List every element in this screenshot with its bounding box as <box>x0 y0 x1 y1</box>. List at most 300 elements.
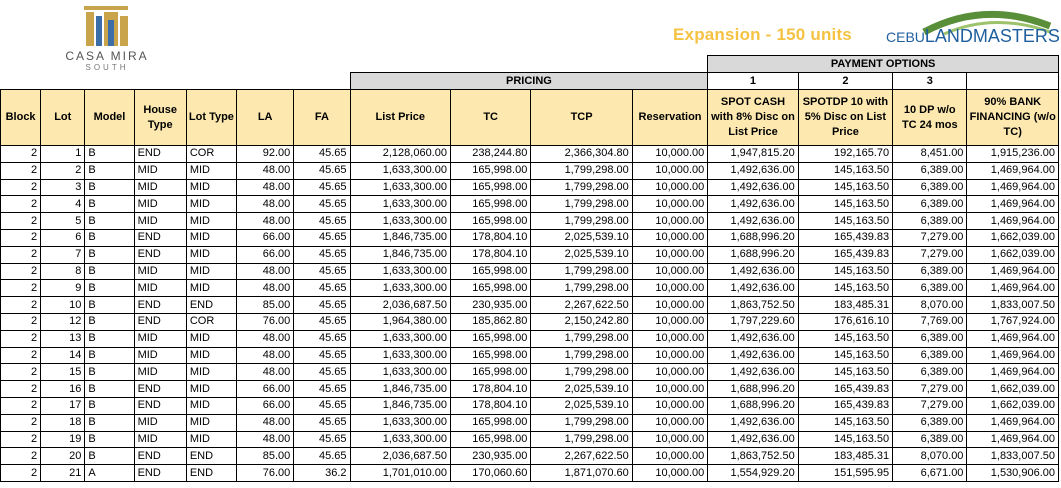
cell-fa: 45.65 <box>294 263 350 280</box>
cell-tcp: 1,799,298.00 <box>531 196 632 213</box>
cell-lot-type: MID <box>186 280 236 297</box>
cell-list-price: 1,846,735.00 <box>350 397 450 414</box>
cell-model: B <box>85 414 134 431</box>
cell-10dp: 6,389.00 <box>893 196 967 213</box>
col-model: Model <box>85 90 134 146</box>
cell-fa: 45.65 <box>294 397 350 414</box>
cell-tc: 165,998.00 <box>450 330 530 347</box>
cell-bank-financing: 1,469,964.00 <box>967 431 1059 448</box>
cell-spotdp: 145,163.50 <box>798 213 892 230</box>
cell-fa: 45.65 <box>294 196 350 213</box>
cell-spot-cash: 1,688,996.20 <box>708 246 798 263</box>
cell-spot-cash: 1,688,996.20 <box>708 381 798 398</box>
cell-10dp: 6,389.00 <box>893 280 967 297</box>
cell-list-price: 1,633,300.00 <box>350 330 450 347</box>
cell-lot-type: COR <box>186 146 236 163</box>
cell-spotdp: 145,163.50 <box>798 280 892 297</box>
cell-reservation: 10,000.00 <box>632 213 707 230</box>
cell-fa: 45.65 <box>294 330 350 347</box>
cell-spotdp: 145,163.50 <box>798 347 892 364</box>
cell-la: 48.00 <box>237 330 294 347</box>
cell-fa: 45.65 <box>294 381 350 398</box>
cell-block: 2 <box>1 465 41 482</box>
cell-reservation: 10,000.00 <box>632 431 707 448</box>
cell-spot-cash: 1,492,636.00 <box>708 414 798 431</box>
cell-list-price: 1,633,300.00 <box>350 347 450 364</box>
cell-tcp: 1,799,298.00 <box>531 179 632 196</box>
cell-model: B <box>85 313 134 330</box>
cell-block: 2 <box>1 381 41 398</box>
cell-tcp: 1,799,298.00 <box>531 213 632 230</box>
cell-list-price: 1,633,300.00 <box>350 196 450 213</box>
cell-spotdp: 192,165.70 <box>798 146 892 163</box>
cell-lot-type: MID <box>186 196 236 213</box>
cell-list-price: 1,633,300.00 <box>350 431 450 448</box>
cell-lot-type: COR <box>186 313 236 330</box>
cell-house-type: END <box>134 313 186 330</box>
cell-la: 48.00 <box>237 364 294 381</box>
cell-spotdp: 151,595.95 <box>798 465 892 482</box>
cell-reservation: 10,000.00 <box>632 381 707 398</box>
cell-tc: 165,998.00 <box>450 280 530 297</box>
table-row <box>1 263 1059 280</box>
cell-la: 48.00 <box>237 213 294 230</box>
price-list-table <box>0 55 1059 482</box>
cell-block: 2 <box>1 246 41 263</box>
cell-10dp: 6,389.00 <box>893 162 967 179</box>
cell-spot-cash: 1,688,996.20 <box>708 229 798 246</box>
cell-lot-type: MID <box>186 414 236 431</box>
cell-10dp: 6,389.00 <box>893 263 967 280</box>
cell-reservation: 10,000.00 <box>632 397 707 414</box>
cell-spot-cash: 1,492,636.00 <box>708 347 798 364</box>
pricing-header: PRICING <box>350 73 708 90</box>
option-number-3: 3 <box>893 73 967 90</box>
cell-tcp: 1,799,298.00 <box>531 263 632 280</box>
table-row <box>1 229 1059 246</box>
cell-10dp: 6,389.00 <box>893 213 967 230</box>
cell-la: 48.00 <box>237 162 294 179</box>
cell-spot-cash: 1,492,636.00 <box>708 162 798 179</box>
developer-name <box>886 26 1060 47</box>
cell-la: 48.00 <box>237 414 294 431</box>
logo-sub-text: SOUTH <box>85 63 129 72</box>
casa-mira-emblem-icon <box>76 4 138 48</box>
cell-bank-financing: 1,469,964.00 <box>967 213 1059 230</box>
cell-tcp: 2,025,539.10 <box>531 381 632 398</box>
cell-tc: 178,804.10 <box>450 229 530 246</box>
logo-brand-text: CASA MIRA <box>65 49 149 63</box>
cell-tc: 178,804.10 <box>450 246 530 263</box>
cell-block: 2 <box>1 364 41 381</box>
cell-fa: 36.2 <box>294 465 350 482</box>
cell-bank-financing: 1,915,236.00 <box>967 146 1059 163</box>
cell-spotdp: 165,439.83 <box>798 246 892 263</box>
cell-bank-financing: 1,833,007.50 <box>967 297 1059 314</box>
cell-block: 2 <box>1 146 41 163</box>
cell-lot: 20 <box>41 448 85 465</box>
cell-house-type: MID <box>134 347 186 364</box>
cell-spotdp: 165,439.83 <box>798 229 892 246</box>
cell-lot: 3 <box>41 179 85 196</box>
cell-list-price: 1,633,300.00 <box>350 414 450 431</box>
cell-spotdp: 145,163.50 <box>798 179 892 196</box>
cell-lot-type: MID <box>186 330 236 347</box>
cell-house-type: MID <box>134 213 186 230</box>
cell-10dp: 6,671.00 <box>893 465 967 482</box>
cell-lot: 19 <box>41 431 85 448</box>
cell-lot: 13 <box>41 330 85 347</box>
cell-lot: 15 <box>41 364 85 381</box>
cell-block: 2 <box>1 347 41 364</box>
cell-list-price: 1,846,735.00 <box>350 381 450 398</box>
cell-list-price: 1,846,735.00 <box>350 246 450 263</box>
option-number-2: 2 <box>798 73 892 90</box>
cell-list-price: 1,846,735.00 <box>350 229 450 246</box>
cell-lot: 9 <box>41 280 85 297</box>
table-row <box>1 431 1059 448</box>
table-row <box>1 179 1059 196</box>
cell-lot: 2 <box>41 162 85 179</box>
cell-spotdp: 145,163.50 <box>798 162 892 179</box>
cell-lot-type: MID <box>186 179 236 196</box>
cell-block: 2 <box>1 297 41 314</box>
cell-block: 2 <box>1 448 41 465</box>
cell-list-price: 2,128,060.00 <box>350 146 450 163</box>
group-header-row <box>1 73 1059 90</box>
developer-name-part2: LANDMASTERS <box>924 26 1060 46</box>
cell-block: 2 <box>1 196 41 213</box>
cell-tc: 170,060.60 <box>450 465 530 482</box>
cell-house-type: MID <box>134 431 186 448</box>
cell-la: 48.00 <box>237 263 294 280</box>
table-row <box>1 448 1059 465</box>
cell-spotdp: 176,616.10 <box>798 313 892 330</box>
cell-la: 48.00 <box>237 347 294 364</box>
cell-house-type: END <box>134 381 186 398</box>
cell-la: 92.00 <box>237 146 294 163</box>
cell-fa: 45.65 <box>294 414 350 431</box>
cell-spot-cash: 1,492,636.00 <box>708 280 798 297</box>
table-row <box>1 162 1059 179</box>
cell-fa: 45.65 <box>294 364 350 381</box>
cell-lot-type: MID <box>186 397 236 414</box>
cell-tc: 230,935.00 <box>450 297 530 314</box>
cell-fa: 45.65 <box>294 280 350 297</box>
cell-reservation: 10,000.00 <box>632 196 707 213</box>
col-house-type: House Type <box>134 90 186 146</box>
cell-list-price: 1,701,010.00 <box>350 465 450 482</box>
cell-bank-financing: 1,469,964.00 <box>967 179 1059 196</box>
cell-tc: 238,244.80 <box>450 146 530 163</box>
cell-bank-financing: 1,469,964.00 <box>967 330 1059 347</box>
cell-model: B <box>85 347 134 364</box>
cell-10dp: 8,451.00 <box>893 146 967 163</box>
cell-10dp: 6,389.00 <box>893 347 967 364</box>
cell-model: B <box>85 146 134 163</box>
cell-lot-type: END <box>186 465 236 482</box>
col-list-price: List Price <box>350 90 450 146</box>
cell-house-type: MID <box>134 162 186 179</box>
table-row <box>1 397 1059 414</box>
cell-block: 2 <box>1 213 41 230</box>
cell-10dp: 6,389.00 <box>893 414 967 431</box>
cell-block: 2 <box>1 162 41 179</box>
option-number-1: 1 <box>708 73 798 90</box>
cell-house-type: END <box>134 297 186 314</box>
cell-spot-cash: 1,492,636.00 <box>708 213 798 230</box>
cell-reservation: 10,000.00 <box>632 146 707 163</box>
cell-fa: 45.65 <box>294 179 350 196</box>
cell-spot-cash: 1,688,996.20 <box>708 397 798 414</box>
cell-fa: 45.65 <box>294 313 350 330</box>
cell-reservation: 10,000.00 <box>632 229 707 246</box>
cell-spot-cash: 1,492,636.00 <box>708 364 798 381</box>
cell-model: B <box>85 162 134 179</box>
cell-model: B <box>85 179 134 196</box>
cell-lot: 17 <box>41 397 85 414</box>
cell-la: 85.00 <box>237 297 294 314</box>
cell-lot-type: MID <box>186 162 236 179</box>
cell-lot-type: END <box>186 297 236 314</box>
cell-fa: 45.65 <box>294 448 350 465</box>
cell-10dp: 7,279.00 <box>893 246 967 263</box>
cell-spot-cash: 1,863,752.50 <box>708 297 798 314</box>
col-spotdp: SPOTDP 10 with 5% Disc on List Price <box>798 90 892 146</box>
cell-10dp: 8,070.00 <box>893 297 967 314</box>
cell-spot-cash: 1,492,636.00 <box>708 179 798 196</box>
cell-house-type: MID <box>134 280 186 297</box>
cell-house-type: END <box>134 397 186 414</box>
col-lot: Lot <box>41 90 85 146</box>
cell-lot-type: MID <box>186 347 236 364</box>
cell-spotdp: 183,485.31 <box>798 448 892 465</box>
cell-reservation: 10,000.00 <box>632 347 707 364</box>
cell-model: B <box>85 381 134 398</box>
cell-tc: 165,998.00 <box>450 364 530 381</box>
cell-tcp: 1,871,070.60 <box>531 465 632 482</box>
cell-tcp: 2,366,304.80 <box>531 146 632 163</box>
cell-bank-financing: 1,662,039.00 <box>967 246 1059 263</box>
cell-10dp: 7,279.00 <box>893 381 967 398</box>
cell-fa: 45.65 <box>294 229 350 246</box>
cell-tc: 185,862.80 <box>450 313 530 330</box>
cell-fa: 45.65 <box>294 431 350 448</box>
cell-block: 2 <box>1 414 41 431</box>
cell-la: 48.00 <box>237 179 294 196</box>
cell-fa: 45.65 <box>294 213 350 230</box>
payment-options-row <box>1 56 1059 73</box>
cell-bank-financing: 1,469,964.00 <box>967 263 1059 280</box>
table-row <box>1 246 1059 263</box>
table-row <box>1 297 1059 314</box>
cell-tc: 165,998.00 <box>450 213 530 230</box>
col-tcp: TCP <box>531 90 632 146</box>
cell-tcp: 1,799,298.00 <box>531 347 632 364</box>
option-number-4 <box>967 73 1059 90</box>
cell-bank-financing: 1,469,964.00 <box>967 414 1059 431</box>
cell-lot-type: MID <box>186 263 236 280</box>
col-fa: FA <box>294 90 350 146</box>
cell-spotdp: 165,439.83 <box>798 381 892 398</box>
cell-bank-financing: 1,469,964.00 <box>967 347 1059 364</box>
cell-house-type: MID <box>134 330 186 347</box>
cell-bank-financing: 1,833,007.50 <box>967 448 1059 465</box>
cell-model: B <box>85 330 134 347</box>
cell-house-type: END <box>134 465 186 482</box>
cell-tcp: 2,025,539.10 <box>531 397 632 414</box>
cell-spotdp: 145,163.50 <box>798 364 892 381</box>
cell-model: B <box>85 229 134 246</box>
col-lot-type: Lot Type <box>186 90 236 146</box>
cell-tcp: 1,799,298.00 <box>531 364 632 381</box>
col-la: LA <box>237 90 294 146</box>
cell-model: B <box>85 364 134 381</box>
cell-list-price: 1,633,300.00 <box>350 213 450 230</box>
cell-spot-cash: 1,797,229.60 <box>708 313 798 330</box>
table-row <box>1 381 1059 398</box>
cell-tcp: 1,799,298.00 <box>531 431 632 448</box>
cell-reservation: 10,000.00 <box>632 162 707 179</box>
cell-model: A <box>85 465 134 482</box>
cell-model: B <box>85 397 134 414</box>
cell-tcp: 2,025,539.10 <box>531 229 632 246</box>
cell-bank-financing: 1,469,964.00 <box>967 162 1059 179</box>
cell-lot: 6 <box>41 229 85 246</box>
cell-spotdp: 145,163.50 <box>798 431 892 448</box>
cell-la: 48.00 <box>237 280 294 297</box>
table-row <box>1 146 1059 163</box>
cell-la: 66.00 <box>237 246 294 263</box>
cell-bank-financing: 1,469,964.00 <box>967 364 1059 381</box>
cell-block: 2 <box>1 330 41 347</box>
cell-spotdp: 183,485.31 <box>798 297 892 314</box>
cell-model: B <box>85 213 134 230</box>
table-body <box>1 146 1059 482</box>
cell-list-price: 2,036,687.50 <box>350 297 450 314</box>
cell-spotdp: 145,163.50 <box>798 196 892 213</box>
cell-fa: 45.65 <box>294 297 350 314</box>
cell-list-price: 2,036,687.50 <box>350 448 450 465</box>
table-row <box>1 465 1059 482</box>
cell-tc: 165,998.00 <box>450 263 530 280</box>
cell-bank-financing: 1,530,906.00 <box>967 465 1059 482</box>
cell-list-price: 1,633,300.00 <box>350 263 450 280</box>
cell-reservation: 10,000.00 <box>632 280 707 297</box>
cell-spotdp: 165,439.83 <box>798 397 892 414</box>
cell-spot-cash: 1,947,815.20 <box>708 146 798 163</box>
cell-lot-type: MID <box>186 364 236 381</box>
cell-block: 2 <box>1 397 41 414</box>
cell-model: B <box>85 431 134 448</box>
col-10dp: 10 DP w/o TC 24 mos <box>893 90 967 146</box>
cell-tc: 165,998.00 <box>450 414 530 431</box>
cell-model: B <box>85 246 134 263</box>
cell-la: 48.00 <box>237 431 294 448</box>
cell-10dp: 6,389.00 <box>893 431 967 448</box>
payment-options-header: PAYMENT OPTIONS <box>708 56 1059 73</box>
cebu-landmasters-logo <box>884 6 1060 52</box>
table-row <box>1 213 1059 230</box>
cell-tcp: 1,799,298.00 <box>531 414 632 431</box>
cell-model: B <box>85 280 134 297</box>
table-row <box>1 280 1059 297</box>
cell-tcp: 2,267,622.50 <box>531 448 632 465</box>
cell-lot: 12 <box>41 313 85 330</box>
cell-tc: 165,998.00 <box>450 179 530 196</box>
cell-10dp: 6,389.00 <box>893 330 967 347</box>
cell-house-type: MID <box>134 196 186 213</box>
cell-block: 2 <box>1 263 41 280</box>
cell-bank-financing: 1,469,964.00 <box>967 280 1059 297</box>
cell-house-type: MID <box>134 414 186 431</box>
cell-tc: 178,804.10 <box>450 397 530 414</box>
cell-tcp: 2,025,539.10 <box>531 246 632 263</box>
cell-list-price: 1,633,300.00 <box>350 162 450 179</box>
cell-block: 2 <box>1 229 41 246</box>
cell-lot: 5 <box>41 213 85 230</box>
cell-reservation: 10,000.00 <box>632 297 707 314</box>
cell-10dp: 6,389.00 <box>893 364 967 381</box>
cell-lot: 10 <box>41 297 85 314</box>
cell-bank-financing: 1,662,039.00 <box>967 381 1059 398</box>
table-row <box>1 313 1059 330</box>
cell-tc: 165,998.00 <box>450 162 530 179</box>
cell-reservation: 10,000.00 <box>632 313 707 330</box>
cell-reservation: 10,000.00 <box>632 179 707 196</box>
cell-fa: 45.65 <box>294 146 350 163</box>
cell-fa: 45.65 <box>294 246 350 263</box>
cell-tc: 178,804.10 <box>450 381 530 398</box>
cell-la: 66.00 <box>237 397 294 414</box>
cell-house-type: END <box>134 246 186 263</box>
cell-tcp: 2,267,622.50 <box>531 297 632 314</box>
cell-reservation: 10,000.00 <box>632 246 707 263</box>
cell-bank-financing: 1,767,924.00 <box>967 313 1059 330</box>
cell-lot: 4 <box>41 196 85 213</box>
cell-10dp: 6,389.00 <box>893 179 967 196</box>
cell-model: B <box>85 448 134 465</box>
cell-lot: 21 <box>41 465 85 482</box>
cell-reservation: 10,000.00 <box>632 263 707 280</box>
cell-list-price: 1,633,300.00 <box>350 179 450 196</box>
cell-10dp: 8,070.00 <box>893 448 967 465</box>
cell-la: 66.00 <box>237 381 294 398</box>
table-row <box>1 196 1059 213</box>
col-block: Block <box>1 90 41 146</box>
table-row <box>1 364 1059 381</box>
cell-block: 2 <box>1 431 41 448</box>
cell-bank-financing: 1,469,964.00 <box>967 196 1059 213</box>
cell-lot-type: MID <box>186 229 236 246</box>
table-row <box>1 330 1059 347</box>
cell-spot-cash: 1,492,636.00 <box>708 196 798 213</box>
developer-name-part1: CEBU <box>886 29 925 45</box>
cell-tcp: 2,150,242.80 <box>531 313 632 330</box>
cell-block: 2 <box>1 179 41 196</box>
cell-model: B <box>85 196 134 213</box>
cell-lot: 8 <box>41 263 85 280</box>
cell-tc: 165,998.00 <box>450 196 530 213</box>
column-header-row <box>1 90 1059 146</box>
cell-spot-cash: 1,492,636.00 <box>708 431 798 448</box>
cell-tc: 165,998.00 <box>450 347 530 364</box>
cell-block: 2 <box>1 280 41 297</box>
cell-la: 66.00 <box>237 229 294 246</box>
cell-spot-cash: 1,863,752.50 <box>708 448 798 465</box>
expansion-headline: Expansion - 150 units <box>673 25 852 44</box>
cell-list-price: 1,633,300.00 <box>350 280 450 297</box>
